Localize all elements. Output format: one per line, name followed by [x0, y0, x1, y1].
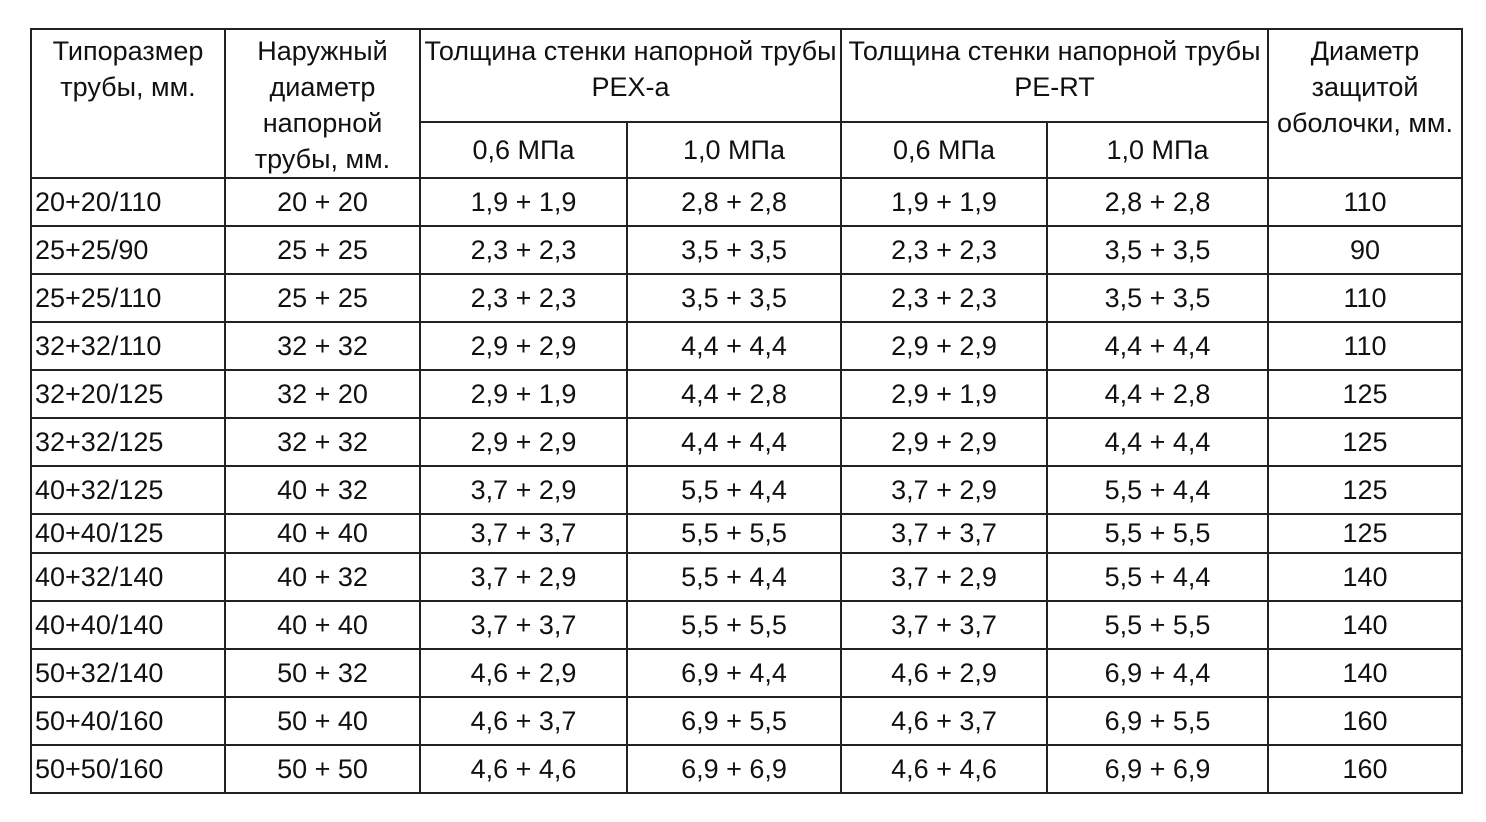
cell-pert-1-0: 5,5 + 5,5 — [1047, 514, 1268, 553]
cell-type-size: 40+32/125 — [31, 466, 225, 514]
table-row — [31, 178, 1462, 226]
table-row — [31, 745, 1462, 793]
header-row-top — [31, 29, 1462, 122]
cell-pert-1-0: 4,4 + 2,8 — [1047, 370, 1268, 418]
header-sheath-diameter: Диаметр защитой оболочки, мм. — [1268, 29, 1462, 178]
pipe-specs-table — [30, 28, 1463, 794]
cell-pert-0-6: 2,3 + 2,3 — [841, 274, 1047, 322]
cell-type-size: 40+32/140 — [31, 553, 225, 601]
cell-pert-0-6: 2,3 + 2,3 — [841, 226, 1047, 274]
cell-pert-1-0: 4,4 + 4,4 — [1047, 418, 1268, 466]
cell-pert-1-0: 2,8 + 2,8 — [1047, 178, 1268, 226]
cell-sheath-diameter: 125 — [1268, 418, 1462, 466]
cell-pex-0-6: 4,6 + 3,7 — [420, 697, 627, 745]
cell-sheath-diameter: 125 — [1268, 466, 1462, 514]
cell-type-size: 32+20/125 — [31, 370, 225, 418]
cell-type-size: 40+40/140 — [31, 601, 225, 649]
cell-sheath-diameter: 110 — [1268, 322, 1462, 370]
cell-pert-1-0: 3,5 + 3,5 — [1047, 226, 1268, 274]
cell-type-size: 25+25/110 — [31, 274, 225, 322]
cell-pert-0-6: 2,9 + 2,9 — [841, 322, 1047, 370]
cell-pex-1-0: 6,9 + 4,4 — [627, 649, 841, 697]
cell-sheath-diameter: 90 — [1268, 226, 1462, 274]
cell-pert-1-0: 3,5 + 3,5 — [1047, 274, 1268, 322]
cell-pex-1-0: 4,4 + 4,4 — [627, 322, 841, 370]
cell-pex-1-0: 5,5 + 4,4 — [627, 466, 841, 514]
table-row — [31, 514, 1462, 553]
header-pert-0-6: 0,6 МПа — [841, 122, 1047, 178]
cell-type-size: 20+20/110 — [31, 178, 225, 226]
table-row — [31, 418, 1462, 466]
cell-outer-diameter: 40 + 32 — [225, 553, 420, 601]
header-wall-pex: Толщина стенки напорной трубы PEX-a — [420, 29, 841, 122]
cell-pex-0-6: 2,3 + 2,3 — [420, 226, 627, 274]
header-type-size: Типоразмер трубы, мм. — [31, 29, 225, 178]
cell-sheath-diameter: 160 — [1268, 697, 1462, 745]
table-row — [31, 322, 1462, 370]
cell-pert-1-0: 6,9 + 4,4 — [1047, 649, 1268, 697]
cell-pert-1-0: 4,4 + 4,4 — [1047, 322, 1268, 370]
cell-pert-0-6: 3,7 + 2,9 — [841, 553, 1047, 601]
cell-outer-diameter: 32 + 32 — [225, 322, 420, 370]
cell-outer-diameter: 40 + 40 — [225, 601, 420, 649]
cell-pert-0-6: 1,9 + 1,9 — [841, 178, 1047, 226]
cell-pex-1-0: 3,5 + 3,5 — [627, 274, 841, 322]
cell-outer-diameter: 20 + 20 — [225, 178, 420, 226]
cell-pex-1-0: 5,5 + 5,5 — [627, 514, 841, 553]
cell-pex-0-6: 3,7 + 3,7 — [420, 514, 627, 553]
table-header — [31, 29, 1462, 178]
table-body — [31, 178, 1462, 793]
cell-type-size: 32+32/110 — [31, 322, 225, 370]
cell-pert-0-6: 3,7 + 3,7 — [841, 514, 1047, 553]
cell-type-size: 50+40/160 — [31, 697, 225, 745]
cell-sheath-diameter: 125 — [1268, 370, 1462, 418]
cell-outer-diameter: 25 + 25 — [225, 226, 420, 274]
cell-pex-0-6: 3,7 + 3,7 — [420, 601, 627, 649]
cell-outer-diameter: 40 + 40 — [225, 514, 420, 553]
header-wall-pert: Толщина стенки напорной трубы PE-RT — [841, 29, 1268, 122]
cell-pert-0-6: 3,7 + 2,9 — [841, 466, 1047, 514]
cell-pex-0-6: 2,9 + 2,9 — [420, 322, 627, 370]
cell-pex-1-0: 4,4 + 2,8 — [627, 370, 841, 418]
cell-outer-diameter: 40 + 32 — [225, 466, 420, 514]
cell-pert-1-0: 5,5 + 4,4 — [1047, 466, 1268, 514]
cell-pex-1-0: 2,8 + 2,8 — [627, 178, 841, 226]
table-row — [31, 466, 1462, 514]
cell-pex-0-6: 2,3 + 2,3 — [420, 274, 627, 322]
cell-pert-1-0: 5,5 + 5,5 — [1047, 601, 1268, 649]
cell-pex-1-0: 5,5 + 4,4 — [627, 553, 841, 601]
cell-type-size: 25+25/90 — [31, 226, 225, 274]
cell-pert-0-6: 3,7 + 3,7 — [841, 601, 1047, 649]
cell-pex-1-0: 6,9 + 5,5 — [627, 697, 841, 745]
cell-sheath-diameter: 125 — [1268, 514, 1462, 553]
cell-outer-diameter: 32 + 32 — [225, 418, 420, 466]
cell-pert-1-0: 6,9 + 6,9 — [1047, 745, 1268, 793]
cell-sheath-diameter: 140 — [1268, 649, 1462, 697]
cell-pex-1-0: 6,9 + 6,9 — [627, 745, 841, 793]
header-pert-1-0: 1,0 МПа — [1047, 122, 1268, 178]
table-row — [31, 649, 1462, 697]
cell-outer-diameter: 50 + 40 — [225, 697, 420, 745]
cell-pex-0-6: 4,6 + 2,9 — [420, 649, 627, 697]
table-row — [31, 370, 1462, 418]
table-row — [31, 553, 1462, 601]
cell-pert-0-6: 2,9 + 1,9 — [841, 370, 1047, 418]
cell-pert-0-6: 4,6 + 2,9 — [841, 649, 1047, 697]
cell-sheath-diameter: 140 — [1268, 601, 1462, 649]
cell-pex-0-6: 3,7 + 2,9 — [420, 553, 627, 601]
cell-pex-0-6: 2,9 + 2,9 — [420, 418, 627, 466]
cell-sheath-diameter: 140 — [1268, 553, 1462, 601]
cell-pert-0-6: 2,9 + 2,9 — [841, 418, 1047, 466]
cell-pex-1-0: 3,5 + 3,5 — [627, 226, 841, 274]
table-row — [31, 697, 1462, 745]
cell-pert-1-0: 6,9 + 5,5 — [1047, 697, 1268, 745]
table-row — [31, 601, 1462, 649]
cell-outer-diameter: 32 + 20 — [225, 370, 420, 418]
table-row — [31, 226, 1462, 274]
cell-pex-0-6: 4,6 + 4,6 — [420, 745, 627, 793]
cell-sheath-diameter: 110 — [1268, 178, 1462, 226]
cell-pex-0-6: 2,9 + 1,9 — [420, 370, 627, 418]
cell-outer-diameter: 50 + 32 — [225, 649, 420, 697]
cell-pex-1-0: 5,5 + 5,5 — [627, 601, 841, 649]
header-pex-1-0: 1,0 МПа — [627, 122, 841, 178]
header-outer-diameter: Наружный диаметр напорной трубы, мм. — [225, 29, 420, 178]
cell-pert-0-6: 4,6 + 4,6 — [841, 745, 1047, 793]
table-row — [31, 274, 1462, 322]
header-pex-0-6: 0,6 МПа — [420, 122, 627, 178]
cell-pert-1-0: 5,5 + 4,4 — [1047, 553, 1268, 601]
cell-outer-diameter: 25 + 25 — [225, 274, 420, 322]
cell-sheath-diameter: 160 — [1268, 745, 1462, 793]
cell-pex-0-6: 1,9 + 1,9 — [420, 178, 627, 226]
cell-sheath-diameter: 110 — [1268, 274, 1462, 322]
cell-pex-0-6: 3,7 + 2,9 — [420, 466, 627, 514]
cell-type-size: 32+32/125 — [31, 418, 225, 466]
cell-pex-1-0: 4,4 + 4,4 — [627, 418, 841, 466]
cell-pert-0-6: 4,6 + 3,7 — [841, 697, 1047, 745]
cell-type-size: 50+50/160 — [31, 745, 225, 793]
cell-type-size: 40+40/125 — [31, 514, 225, 553]
cell-outer-diameter: 50 + 50 — [225, 745, 420, 793]
cell-type-size: 50+32/140 — [31, 649, 225, 697]
